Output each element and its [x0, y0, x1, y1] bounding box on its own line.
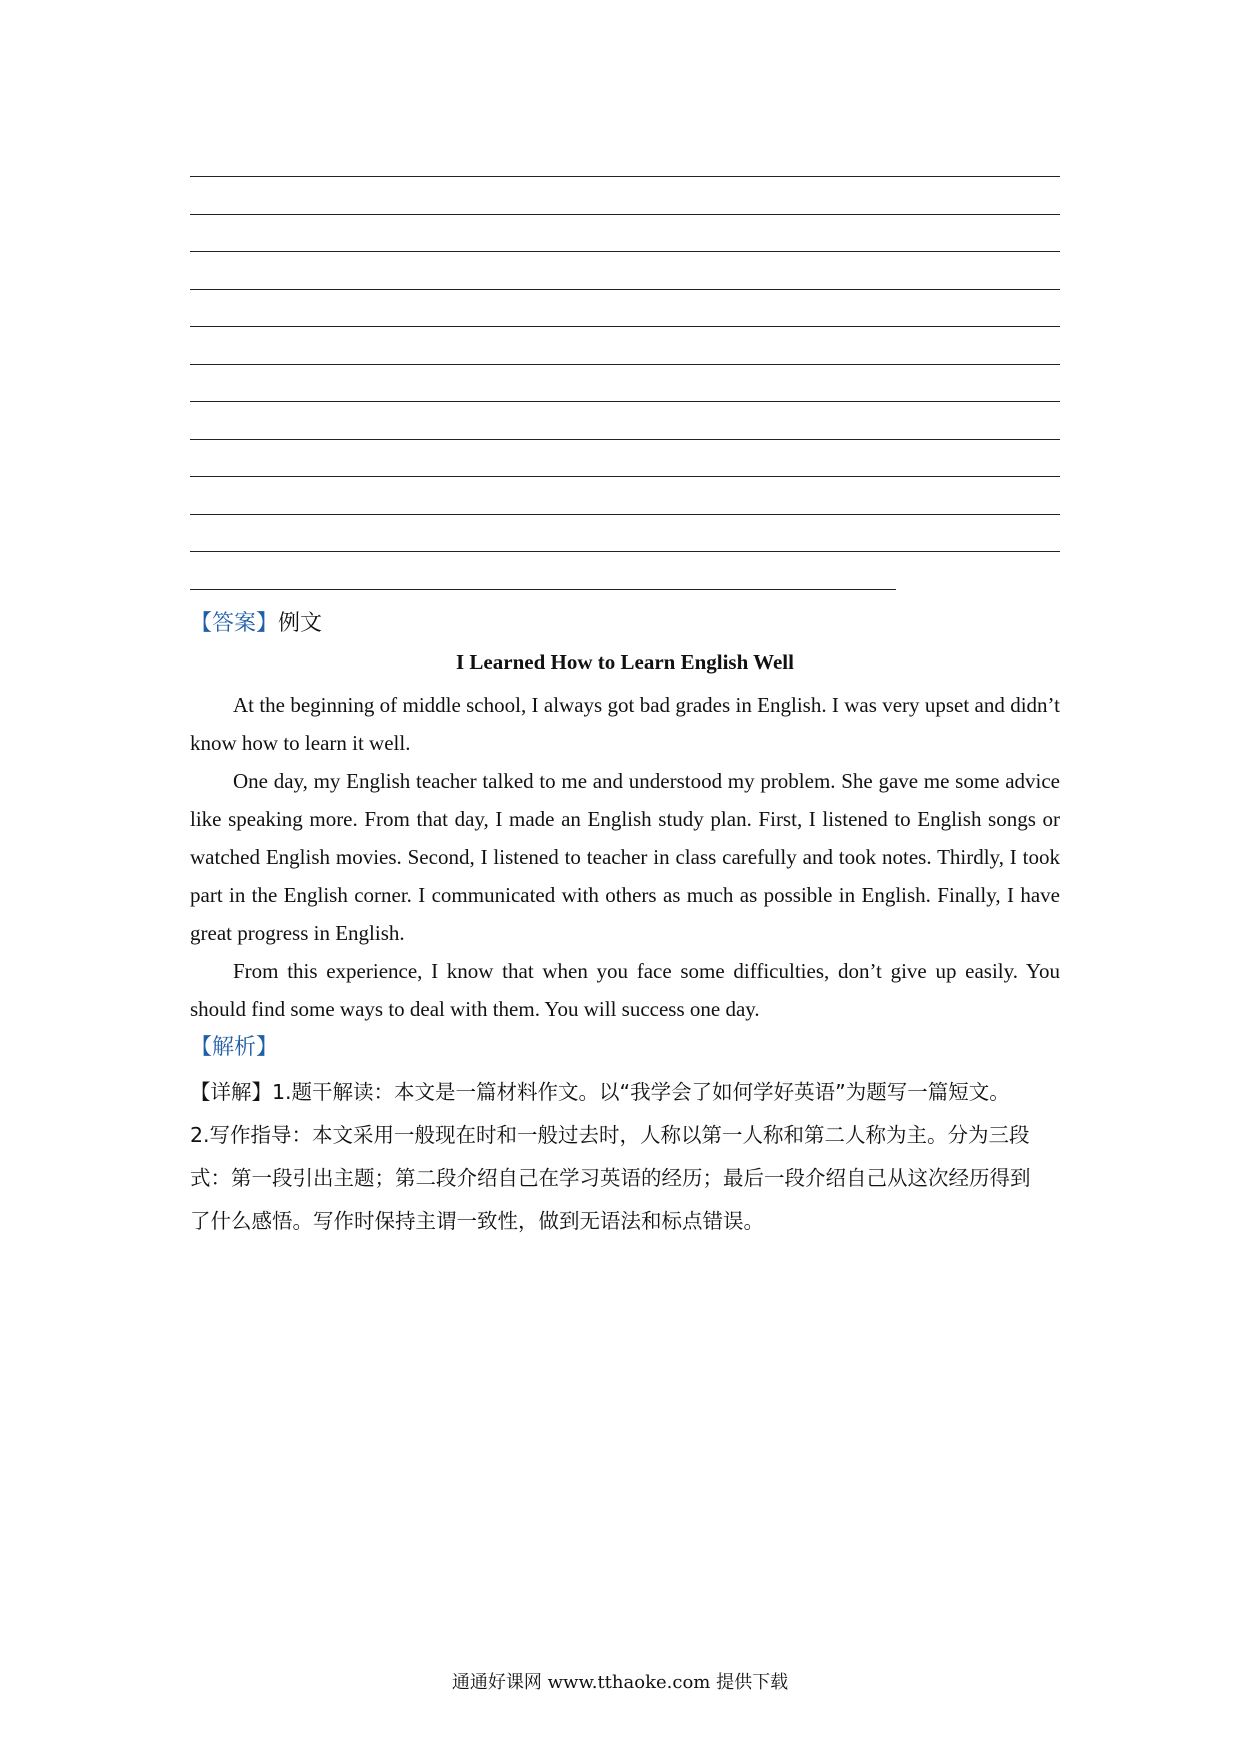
writing-line — [190, 251, 1060, 252]
writing-line — [190, 326, 1060, 327]
writing-line — [190, 439, 1060, 440]
analysis-detail — [190, 1071, 1050, 1243]
detail-paragraph-2: 2.写作指导：本文采用一般现在时和一般过去时，人称以第一人称和第二人称为主。分为三段式：第一段引出主题；第二段介绍自己在学习英语的经历；最后一段介绍自己从这次经历得到了什么感悟。写作时保持主谓一致性，做到无语法和标点错误。 — [190, 1123, 1031, 1233]
writing-line — [190, 364, 1060, 365]
writing-line — [190, 214, 1060, 215]
writing-line — [190, 401, 1060, 402]
answer-suffix: 例文 — [278, 611, 323, 636]
answer-label — [190, 606, 322, 637]
essay-paragraph: From this experience, I know that when you face some difficulties, don’t give up easily. You should find some ways to deal with them. You will success one day. — [190, 959, 1060, 1021]
essay-paragraph: One day, my English teacher talked to me and understood my problem. She gave me some advice like speaking more. From that day, I made an English study plan. First, I listened to English songs or watched English movies. Second, I listened to teacher in class carefully and took notes. Thirdly, I took part in the English corner. I communicated with others as much as possible in English. Finally, I have great progress in English. — [190, 769, 1060, 945]
writing-line — [190, 514, 1060, 515]
footer-source: 通通好课网 www.tthaoke.com 提供下载 — [451, 1672, 789, 1693]
writing-line — [190, 476, 1060, 477]
writing-line-last — [190, 589, 896, 590]
answer-bracket: 【答案】 — [190, 611, 279, 636]
writing-line — [190, 289, 1060, 290]
writing-line — [190, 551, 1060, 552]
essay-body — [190, 686, 1060, 1028]
writing-line — [190, 176, 1060, 177]
essay-paragraph: At the beginning of middle school, I always got bad grades in English. I was very upset and didn’t know how to learn it well. — [190, 693, 1060, 755]
writing-lines — [190, 176, 1060, 590]
essay-title: I Learned How to Learn English Well — [456, 650, 794, 674]
analysis-label: 【解析】 — [190, 1035, 279, 1060]
detail-paragraph-1: 【详解】1.题干解读：本文是一篇材料作文。以“我学会了如何学好英语”为题写一篇短文。 — [190, 1080, 1010, 1104]
